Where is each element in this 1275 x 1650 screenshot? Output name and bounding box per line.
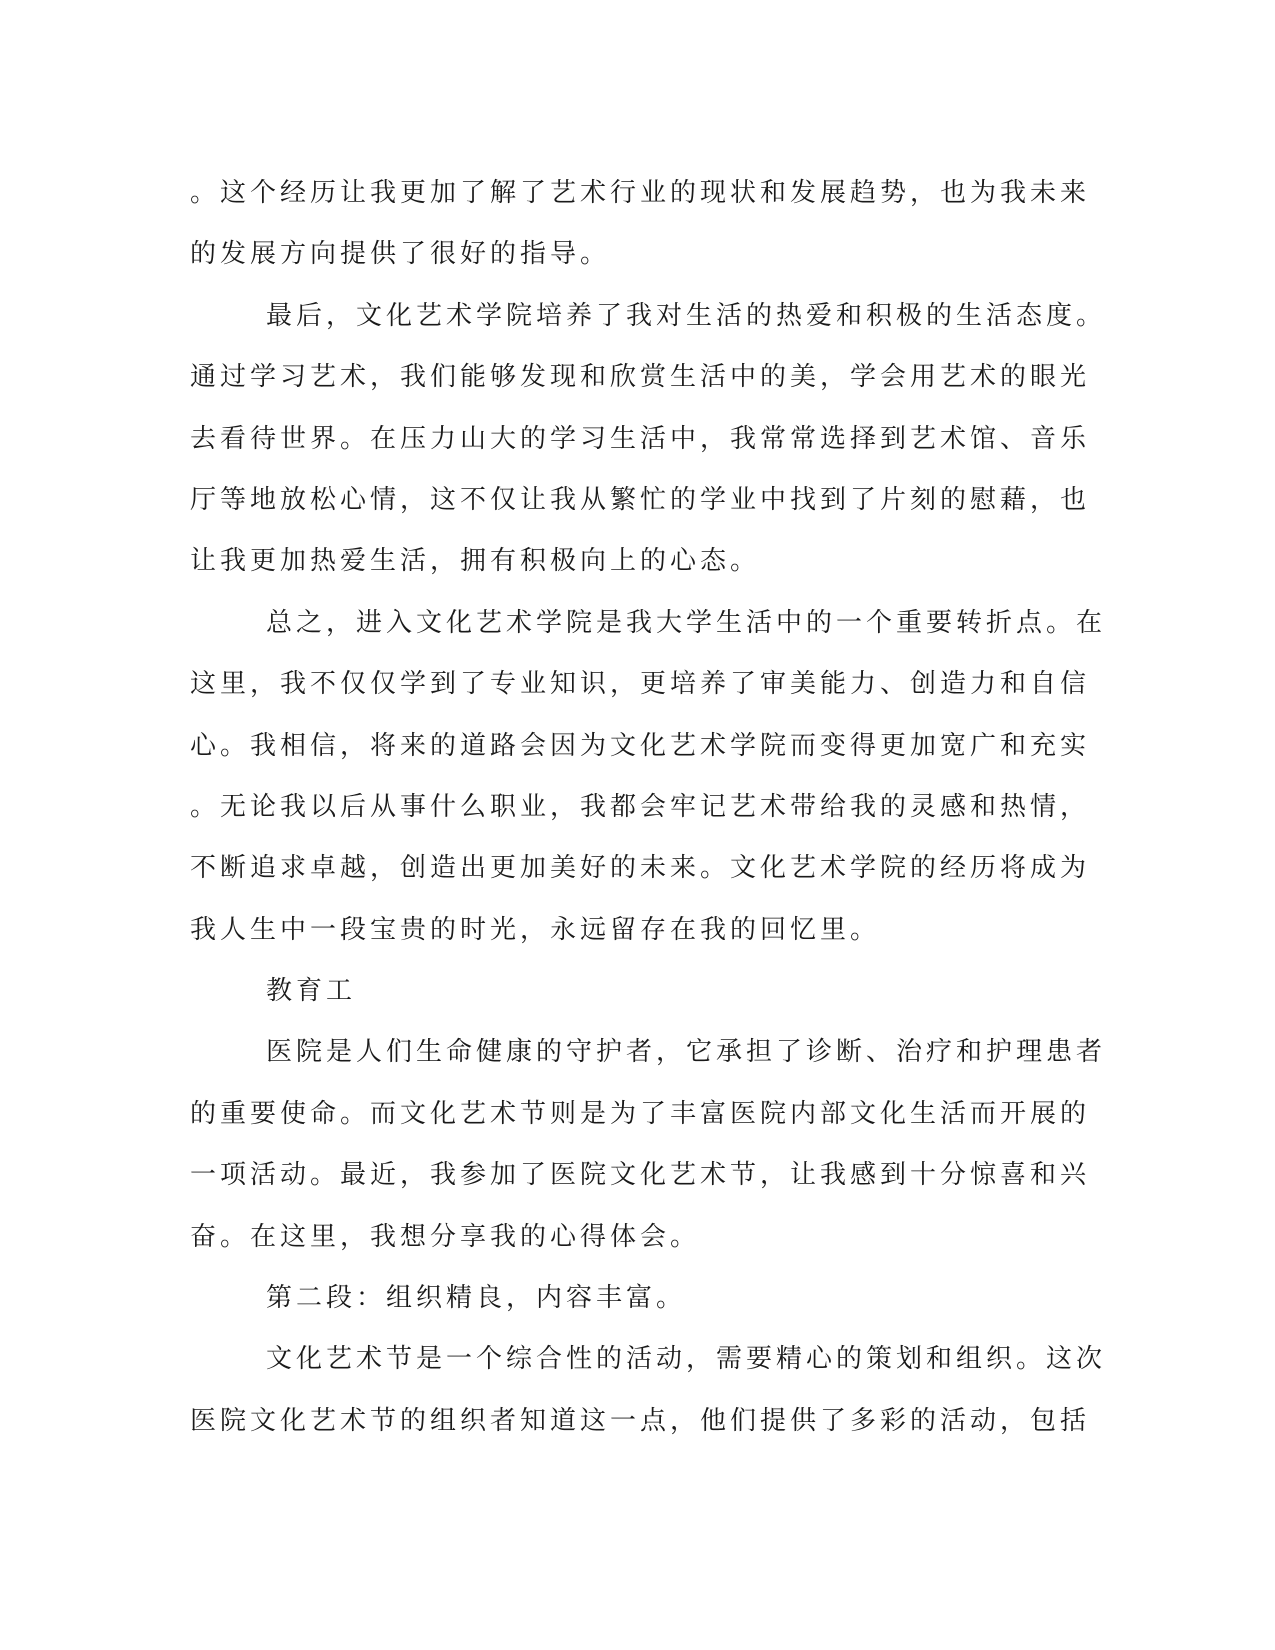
document-body	[190, 163, 1107, 1452]
paragraph-first-line: 文化艺术节是一个综合性的活动，需要精心的策划和组织。这次	[266, 1344, 1107, 1375]
section-heading: 第二段：组织精良，内容丰富。	[266, 1283, 687, 1314]
text-line: 我人生中一段宝贵的时光，永远留存在我的回忆里。	[190, 914, 881, 945]
text-line: 医院文化艺术节的组织者知道这一点，他们提供了多彩的活动，包括	[190, 1405, 1091, 1436]
text-line: 去看待世界。在压力山大的学习生活中，我常常选择到艺术馆、音乐	[190, 423, 1091, 454]
text-line: 通过学习艺术，我们能够发现和欣赏生活中的美，学会用艺术的眼光	[190, 362, 1091, 393]
text-line: 让我更加热爱生活，拥有积极向上的心态。	[190, 546, 761, 577]
paragraph-first-line: 总之，进入文化艺术学院是我大学生活中的一个重要转折点。在	[266, 607, 1107, 638]
paragraph-first-line: 医院是人们生命健康的守护者，它承担了诊断、治疗和护理患者	[266, 1037, 1107, 1068]
text-line: 。这个经历让我更加了解了艺术行业的现状和发展趋势，也为我未来	[190, 178, 1091, 208]
text-line: 。无论我以后从事什么职业，我都会牢记艺术带给我的灵感和热情，	[190, 791, 1091, 822]
text-line: 厅等地放松心情，这不仅让我从繁忙的学业中找到了片刻的慰藉，也	[190, 484, 1091, 515]
text-line: 的发展方向提供了很好的指导。	[190, 239, 611, 270]
text-line: 一项活动。最近，我参加了医院文化艺术节，让我感到十分惊喜和兴	[190, 1160, 1091, 1191]
text-line: 心。我相信，将来的道路会因为文化艺术学院而变得更加宽广和充实	[190, 730, 1091, 761]
text-line: 的重要使命。而文化艺术节则是为了丰富医院内部文化生活而开展的	[190, 1098, 1091, 1129]
text-line: 奋。在这里，我想分享我的心得体会。	[190, 1221, 701, 1252]
text-line: 不断追求卓越，创造出更加美好的未来。文化艺术学院的经历将成为	[190, 853, 1091, 884]
text-line: 这里，我不仅仅学到了专业知识，更培养了审美能力、创造力和自信	[190, 669, 1091, 700]
section-heading: 教育工	[266, 976, 357, 1007]
paragraph-first-line: 最后，文化艺术学院培养了我对生活的热爱和积极的生活态度。	[266, 300, 1107, 331]
